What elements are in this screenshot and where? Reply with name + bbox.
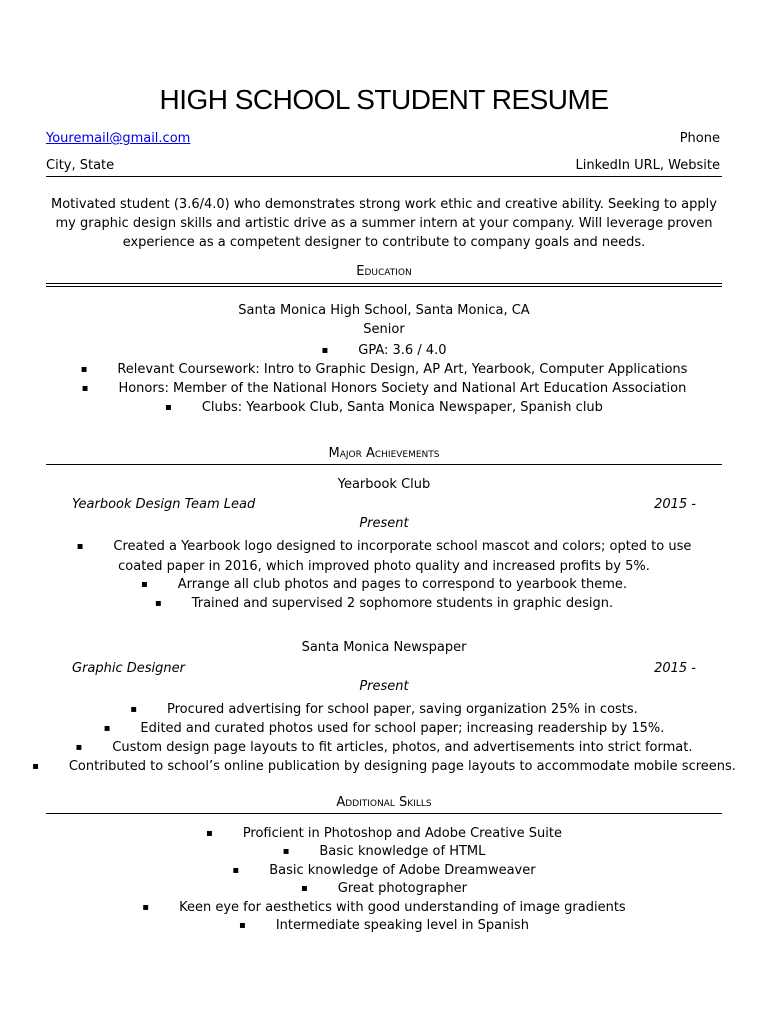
- skill-html: ▪ Basic knowledge of HTML: [0, 842, 768, 862]
- date-end-yearbook: Present: [359, 516, 409, 531]
- phone-text: Phone: [679, 131, 720, 146]
- date-end-newspaper: Present: [359, 679, 409, 694]
- education-bullet-gpa: ▪ GPA: 3.6 / 4.0: [0, 341, 768, 361]
- links-text: LinkedIn URL, Website: [575, 158, 720, 173]
- summary-text: Motivated student (3.6/4.0) who demonstrates strong work ethic and creative ability. Seeking to apply my graphic design skills and artistic drive as a summer intern at your company. Will leverage proven experience as a competent designer to contribute to company goals and needs.: [51, 197, 717, 250]
- date-start-yearbook: 2015 -: [654, 497, 696, 512]
- newspaper-bullet-advertising: ▪ Procured advertising for school paper, saving organization 25% in costs.: [0, 700, 768, 720]
- education-bullet-honors: ▪ Honors: Member of the National Honors Society and National Art Education Association: [0, 379, 768, 399]
- school-name: Santa Monica High School, Santa Monica, CA: [238, 303, 530, 318]
- newspaper-bullet-online: ▪ Contributed to school’s online publication by designing page layouts to accommodate mobile screens.: [0, 757, 768, 777]
- yearbook-bullet-photos: ▪ Arrange all club photos and pages to correspond to yearbook theme.: [0, 575, 768, 595]
- location-text: City, State: [46, 158, 115, 173]
- skill-dreamweaver: ▪ Basic knowledge of Adobe Dreamweaver: [0, 861, 768, 881]
- newspaper-bullet-photos: ▪ Edited and curated photos used for school paper; increasing readership by 15%.: [0, 719, 768, 739]
- achievements-divider: [46, 464, 722, 465]
- skill-photoshop: ▪ Proficient in Photoshop and Adobe Creative Suite: [0, 824, 768, 844]
- org-yearbook: Yearbook Club: [337, 477, 431, 492]
- education-heading: Education: [356, 264, 412, 279]
- role-row-yearbook: [72, 497, 696, 512]
- role-newspaper: Graphic Designer: [72, 661, 185, 676]
- header-divider: [46, 176, 722, 177]
- yearbook-bullet-logo: ▪ Created a Yearbook logo designed to incorporate school mascot and colors; opted to use coated paper in 2016, which improved photo quality and increased profits by 5%.: [60, 538, 708, 576]
- skill-photographer: ▪ Great photographer: [0, 879, 768, 899]
- education-bullet-coursework: ▪ Relevant Coursework: Intro to Graphic Design, AP Art, Yearbook, Computer Applications: [0, 360, 768, 380]
- email-link[interactable]: Youremail@gmail.com: [46, 131, 191, 146]
- skill-aesthetics: ▪ Keen eye for aesthetics with good understanding of image gradients: [0, 898, 768, 918]
- contact-row-1: [46, 131, 720, 146]
- education-divider: [46, 283, 722, 287]
- org-newspaper: Santa Monica Newspaper: [301, 640, 467, 655]
- education-bullet-clubs: ▪ Clubs: Yearbook Club, Santa Monica Newspaper, Spanish club: [0, 398, 768, 418]
- role-row-newspaper: [72, 661, 696, 676]
- role-yearbook: Yearbook Design Team Lead: [72, 497, 256, 512]
- resume-title: HIGH SCHOOL STUDENT RESUME: [159, 84, 609, 115]
- yearbook-bullet-trained: ▪ Trained and supervised 2 sophomore students in graphic design.: [0, 594, 768, 614]
- school-level: Senior: [363, 322, 405, 337]
- date-start-newspaper: 2015 -: [654, 661, 696, 676]
- newspaper-bullet-layouts: ▪ Custom design page layouts to fit articles, photos, and advertisements into strict format.: [0, 738, 768, 758]
- skills-divider: [46, 813, 722, 814]
- skills-heading: Additional Skills: [336, 795, 432, 810]
- skill-spanish: ▪ Intermediate speaking level in Spanish: [0, 916, 768, 936]
- contact-row-2: [46, 158, 720, 173]
- achievements-heading: Major Achievements: [328, 446, 440, 461]
